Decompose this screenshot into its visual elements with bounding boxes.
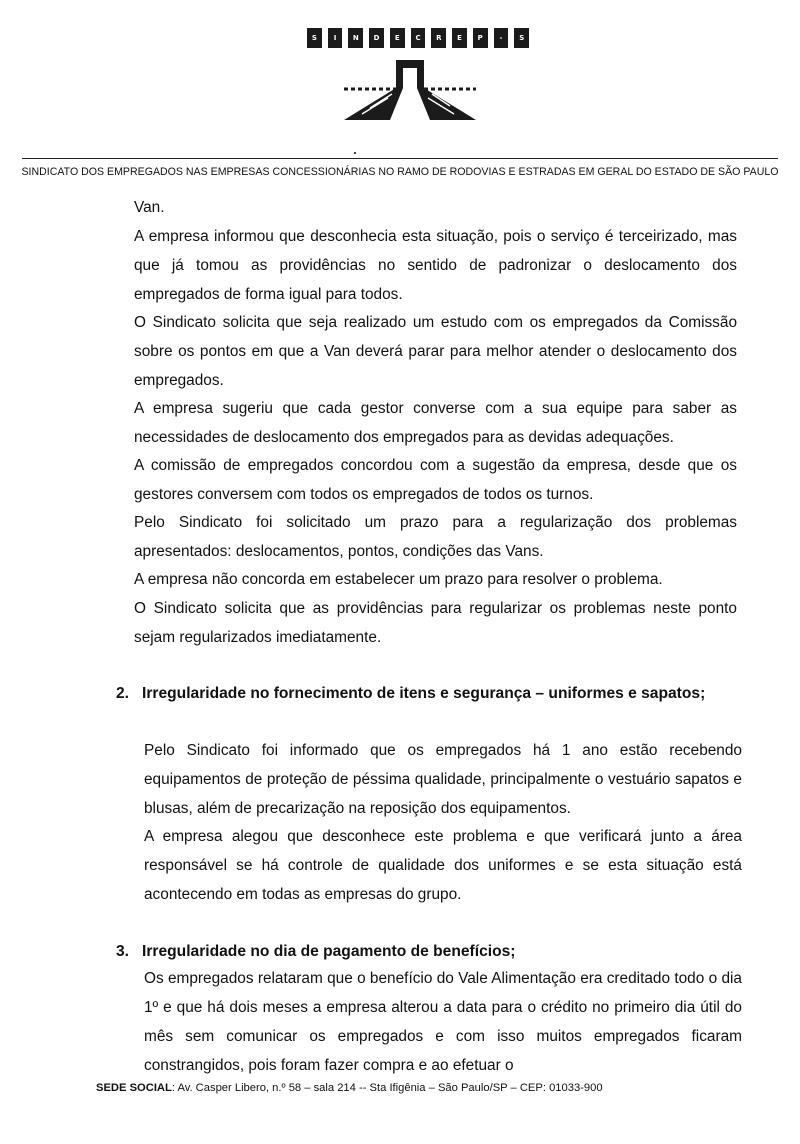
paragraph: A comissão de empregados concordou com a sugestão da empresa, desde que os gestores conversem com todos os empregados de todos os turnos. [134, 457, 737, 503]
paragraph: Pelo Sindicato foi solicitado um prazo para a regularização dos problemas apresentados: deslocamentos, pontos, condições das Vans. [134, 514, 737, 560]
header-divider [22, 158, 778, 159]
section-heading [116, 679, 742, 708]
paragraph: O Sindicato solicita que as providências para regularizar os problemas neste ponto sejam regularizados imediatamente. [134, 600, 737, 646]
logo-letter: - [494, 28, 509, 48]
logo-letter: P [473, 28, 488, 48]
paragraph: O Sindicato solicita que seja realizado um estudo com os empregados da Comissão sobre os pontos em que a Van deverá parar para melhor atender o deslocamento dos empregados. [134, 314, 737, 389]
footer-address [96, 1082, 756, 1094]
logo-letter: N [348, 28, 363, 48]
paragraph: Van. [134, 199, 165, 216]
paragraph: A empresa alegou que desconhece este problema e que verificará junto a área responsável se há controle de qualidade dos uniformes e se esta situação está acontecendo em todas as empresas do grupo. [144, 828, 742, 903]
sindecrep-logo-letters [307, 28, 529, 50]
logo-letter: I [328, 28, 343, 48]
logo-letter: E [452, 28, 467, 48]
paragraph: A empresa sugeriu que cada gestor converse com a sua equipe para saber as necessidades de deslocamento dos empregados para as devidas adequações. [134, 400, 737, 446]
paragraph: Os empregados relataram que o benefício do Vale Alimentação era creditado todo o dia 1º e que há dois meses a empresa alterou a data para o crédito no primeiro dia útil do mês sem comunicar os empregados e com isso muitos empregados ficaram constrangidos, pois foram fazer compra e ao efetuar o [144, 970, 742, 1074]
section-number: 2. [116, 685, 130, 702]
logo-letter: S [514, 28, 529, 48]
logo-letter: E [390, 28, 405, 48]
section-title: Irregularidade no dia de pagamento de benefícios; [142, 943, 516, 960]
footer-label: SEDE SOCIAL [96, 1082, 172, 1094]
paragraph: Pelo Sindicato foi informado que os empregados há 1 ano estão recebendo equipamentos de proteção de péssima qualidade, principalmente o vestuário sapatos e blusas, além de precarização na reposição dos equipamentos. [144, 742, 742, 817]
section-number: 3. [116, 943, 130, 960]
logo-letter: C [411, 28, 426, 48]
logo-letter: S [307, 28, 322, 48]
scan-speck [354, 152, 356, 154]
footer-address-text: : Av. Casper Libero, n.º 58 – sala 214 -- Sta Ifigênia – São Paulo/SP – CEP: 01033-900 [171, 1082, 603, 1094]
section-2 [116, 679, 742, 708]
section-3 [116, 937, 742, 966]
paragraph: A empresa informou que desconhecia esta situação, pois o serviço é terceirizado, mas que já tomou as providências no sentido de padronizar o deslocamento dos empregados de forma igual para todos. [134, 228, 737, 303]
section-heading [116, 937, 742, 966]
organization-name: SINDICATO DOS EMPREGADOS NAS EMPRESAS CONCESSIONÁRIAS NO RAMO DE RODOVIAS E ESTRADAS EM GERAL DO ESTADO DE SÃO PAULO [21, 166, 779, 178]
road-logo-icon [340, 58, 480, 122]
logo-letter: D [369, 28, 384, 48]
paragraph: A empresa não concorda em estabelecer um prazo para resolver o problema. [134, 571, 663, 588]
section-title: Irregularidade no fornecimento de itens e segurança – uniformes e sapatos; [142, 685, 706, 702]
logo-letter: R [431, 28, 446, 48]
